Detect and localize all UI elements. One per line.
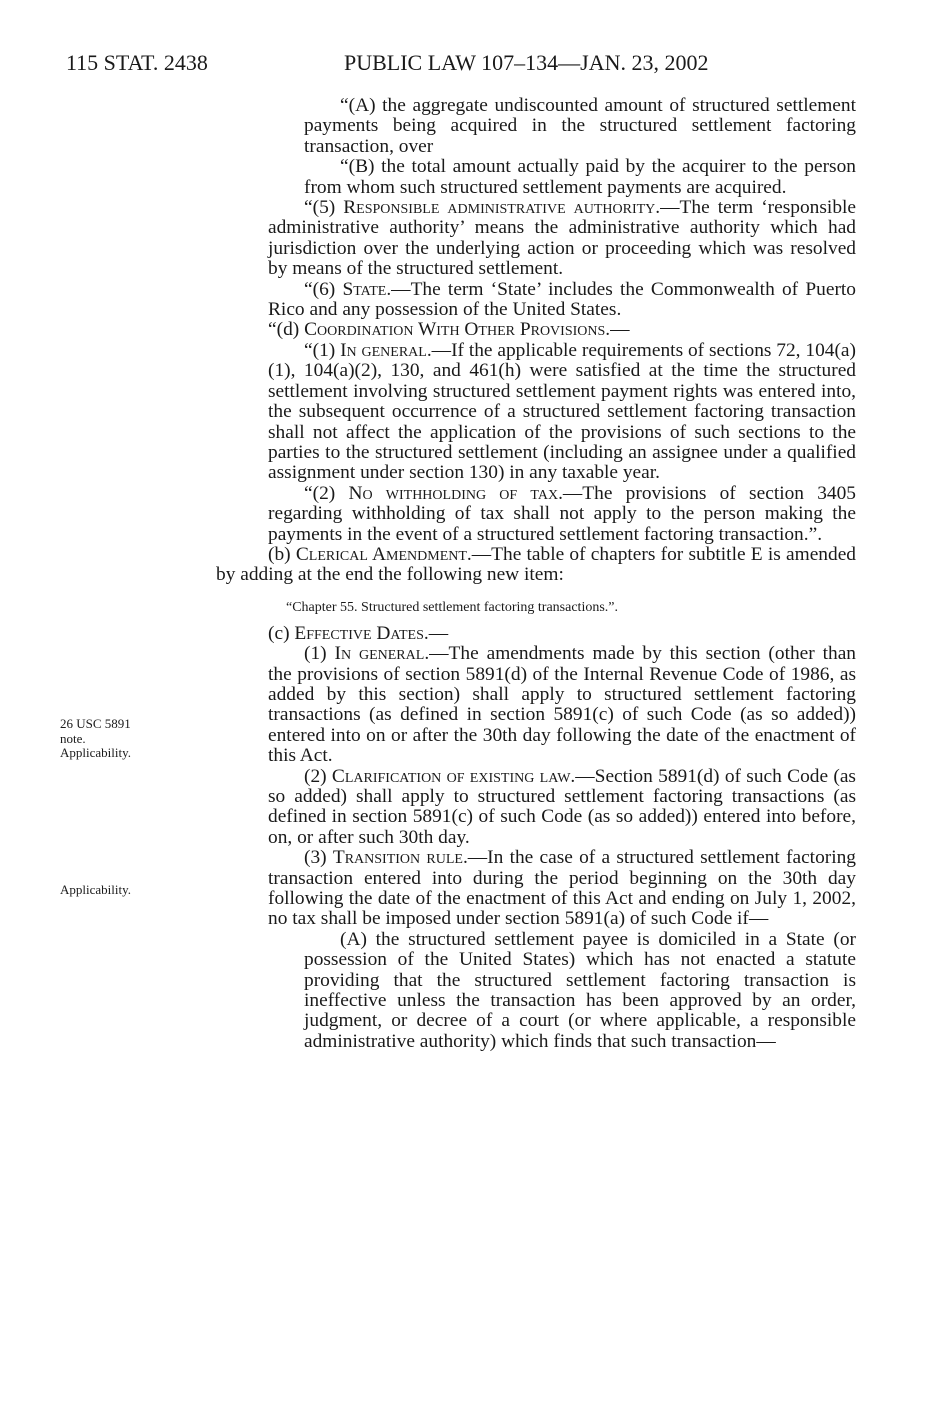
paragraph-6 — [268, 280, 856, 321]
paragraph-c2-number: (2) — [304, 765, 332, 787]
chapter-table-item: “Chapter 55. Structured settlement factoring transactions.”. — [286, 599, 619, 615]
paragraph-c1-heading: In general — [334, 643, 425, 665]
subsection-d-number: “(d) — [268, 319, 305, 341]
paragraph-5-text: .—The term ‘responsible administrative authority’ means the administrative authority which had jurisdiction over the underlying action or proceeding which was resolved by means of the structured settlement. — [268, 197, 857, 280]
subsection-b — [216, 545, 856, 586]
margin-note-usc: 26 USC 5891 — [60, 716, 131, 731]
paragraph-d1-text: .—If the applicable requirements of sections 72, 104(a)(1), 104(a)(2), 130, and 461(h) were satisfied at the time the structured settlement involving structured settlement payment rights was entered into, the subsequent occurrence of a structured settlement factoring transaction shall not affect the application of the provisions of such sections to the parties to the structured settlement (including an assignee under a qualified assignment under section 130) in any taxable year. — [268, 339, 856, 484]
subsection-d-heading: Coordination With Other Provisions — [304, 319, 606, 341]
paragraph-d1-heading: In general — [340, 339, 427, 361]
subsection-b-text: .—The table of chapters for subtitle E is amended by adding at the end the following new item: — [216, 543, 856, 586]
stat-page-number: 115 STAT. 2438 — [66, 50, 208, 75]
margin-note-applicability-2: Applicability. — [60, 882, 132, 897]
paragraph-5-heading: Responsible administrative authority — [343, 197, 656, 219]
paragraph-5-number: “(5) — [304, 197, 344, 219]
paragraph-5 — [268, 198, 856, 280]
paragraph-d2 — [268, 484, 856, 545]
subsection-c-text: .— — [423, 622, 449, 644]
subsection-b-number: (b) — [268, 543, 296, 565]
paragraph-d2-heading: No withholding of tax — [348, 482, 559, 504]
statute-body — [216, 95, 857, 1052]
subsection-c-heading: Effective Dates — [294, 622, 424, 644]
paragraph-c3-number: (3) — [304, 847, 333, 869]
paragraph-c3-text: .—In the case of a structured settlement factoring transaction entered into during the period beginning on the 30th day following the date of the enactment of this Act and ending on July 1, 2002, no tax shall be imposed under section 5891(a) of such Code if— — [268, 847, 857, 930]
paragraph-6-number: “(6) — [304, 278, 343, 300]
subsection-d — [268, 320, 856, 340]
margin-note-note: note. — [60, 731, 86, 746]
paragraph-6-text: .—The term ‘State’ includes the Commonwealth of Puerto Rico and any possession of the United States. — [268, 278, 856, 321]
paragraph-c1-number: (1) — [304, 643, 335, 665]
law-date-header: PUBLIC LAW 107–134—JAN. 23, 2002 — [344, 50, 709, 75]
paragraph-c2 — [268, 767, 856, 849]
paragraph-d2-number: “(2) — [304, 482, 349, 504]
paragraph-c2-text: .—Section 5891(d) of such Code (as so added) shall apply to structured settlement factoring transactions (as defined in section 5891(c) of such Code (as so added)) entered into before, on, or after such 30th day. — [268, 765, 856, 848]
paragraph-c3-heading: Transition rule — [332, 847, 463, 869]
paragraph-d2-text: .—The provisions of section 3405 regarding withholding of tax shall not apply to the person making the payments in the event of a structured settlement factoring transaction.”. — [268, 482, 856, 545]
paragraph-d1-number: “(1) — [304, 339, 341, 361]
subsection-c-number: (c) — [268, 622, 295, 644]
paragraph-b: “(B) the total amount actually paid by the acquirer to the person from whom such structured settlement payments are acquired. — [304, 156, 856, 198]
paragraph-a: “(A) the aggregate undiscounted amount of structured settlement payments being acquired in the structured settlement factoring transaction, over — [304, 95, 856, 157]
subsection-d-text: .— — [605, 319, 630, 341]
paragraph-d1 — [268, 341, 856, 484]
paragraph-c3-a: (A) the structured settlement payee is domiciled in a State (or possession of the United States) which has not enacted a statute providing that the structured settlement factoring transaction is ineffective unless the transaction has been approved by an order, judgment, or decree of a court (or where applicable, a responsible administrative authority) which finds that such transaction— — [304, 928, 856, 1052]
subsection-b-heading: Clerical Amendment — [295, 543, 467, 565]
paragraph-6-heading: State — [342, 278, 387, 300]
paragraph-c3 — [268, 848, 856, 930]
paragraph-c1-text: .—The amendments made by this section (other than the provisions of section 5891(d) of the Internal Revenue Code of 1986, as added by this section) shall apply to structured settlement factoring transactions (as defined in section 5891(c) of such Code (as so added)) entered into on or after the 30th day following the date of the enactment of this Act. — [268, 643, 856, 767]
margin-note-applicability: Applicability. — [60, 745, 132, 760]
paragraph-c1 — [268, 644, 856, 766]
subsection-c — [268, 624, 856, 644]
paragraph-c2-heading: Clarification of existing law — [331, 765, 571, 787]
